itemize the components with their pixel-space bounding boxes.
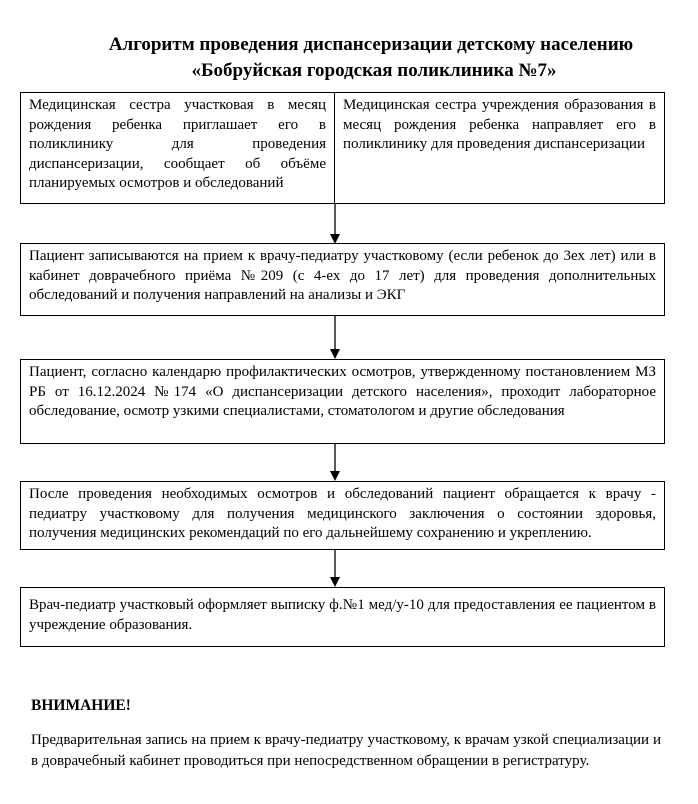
page-title: [0, 32, 698, 84]
step-4-text: После проведения необходимых осмотров и обследований пациент обращается к врачу - педиатру участковому для получения медицинского заключения о состоянии здоровья, получения медицинских рекомендаций по его дальнейшему сохранению и укреплению.: [29, 486, 656, 541]
step-3-box: [20, 359, 665, 444]
step-1-right-text: Медицинская сестра учреждения образования в месяц рождения ребенка направляет его в поликлинику для проведения диспансеризации: [343, 97, 656, 152]
step-5-box: [20, 587, 665, 647]
step-3-text: Пациент, согласно календарю профилактических осмотров, утвержденному постановлением МЗ РБ от 16.12.2024 №174 «О диспансеризации детского населения», проходит лабораторное обследование, осмотр узкими специалистами, стоматологом и другие обследования: [29, 364, 656, 419]
step-4-box: [20, 481, 665, 550]
arrow-down-icon: [327, 550, 343, 587]
step-1-left-box: [20, 92, 335, 204]
arrow-down-icon: [327, 444, 343, 481]
arrow-down-icon: [327, 204, 343, 244]
attention-note: Предварительная запись на прием к врачу-педиатру участковому, к врачам узкой специализации и в доврачебный кабинет проводиться при непосредственном обращении в регистратуру.: [31, 732, 661, 769]
attention-heading: ВНИМАНИЕ!: [31, 697, 131, 714]
title-line-2: «Бобруйская городская поликлиника №7»: [191, 60, 557, 81]
step-1-right-box: [334, 92, 665, 204]
arrow-down-icon: [327, 316, 343, 359]
step-2-text: Пациент записываются на прием к врачу-педиатру участковому (если ребенок до 3ех лет) или в кабинет доврачебного приёма №209 (с 4-ех до 17 лет) для проведения дополнительных обследований и получения направлений на анализы и ЭКГ: [29, 248, 656, 303]
title-line-1: Алгоритм проведения диспансеризации детскому населению: [108, 34, 634, 55]
step-2-box: [20, 243, 665, 316]
step-1-left-text: Медицинская сестра участковая в месяц рождения ребенка приглашает его в поликлинику для проведения диспансеризации, сообщает об объёме планируемых осмотров и обследований: [29, 97, 326, 191]
step-5-text: Врач-педиатр участковый оформляет выписку ф.№1 мед/у-10 для предоставления ее пациентом в учреждение образования.: [29, 597, 656, 633]
